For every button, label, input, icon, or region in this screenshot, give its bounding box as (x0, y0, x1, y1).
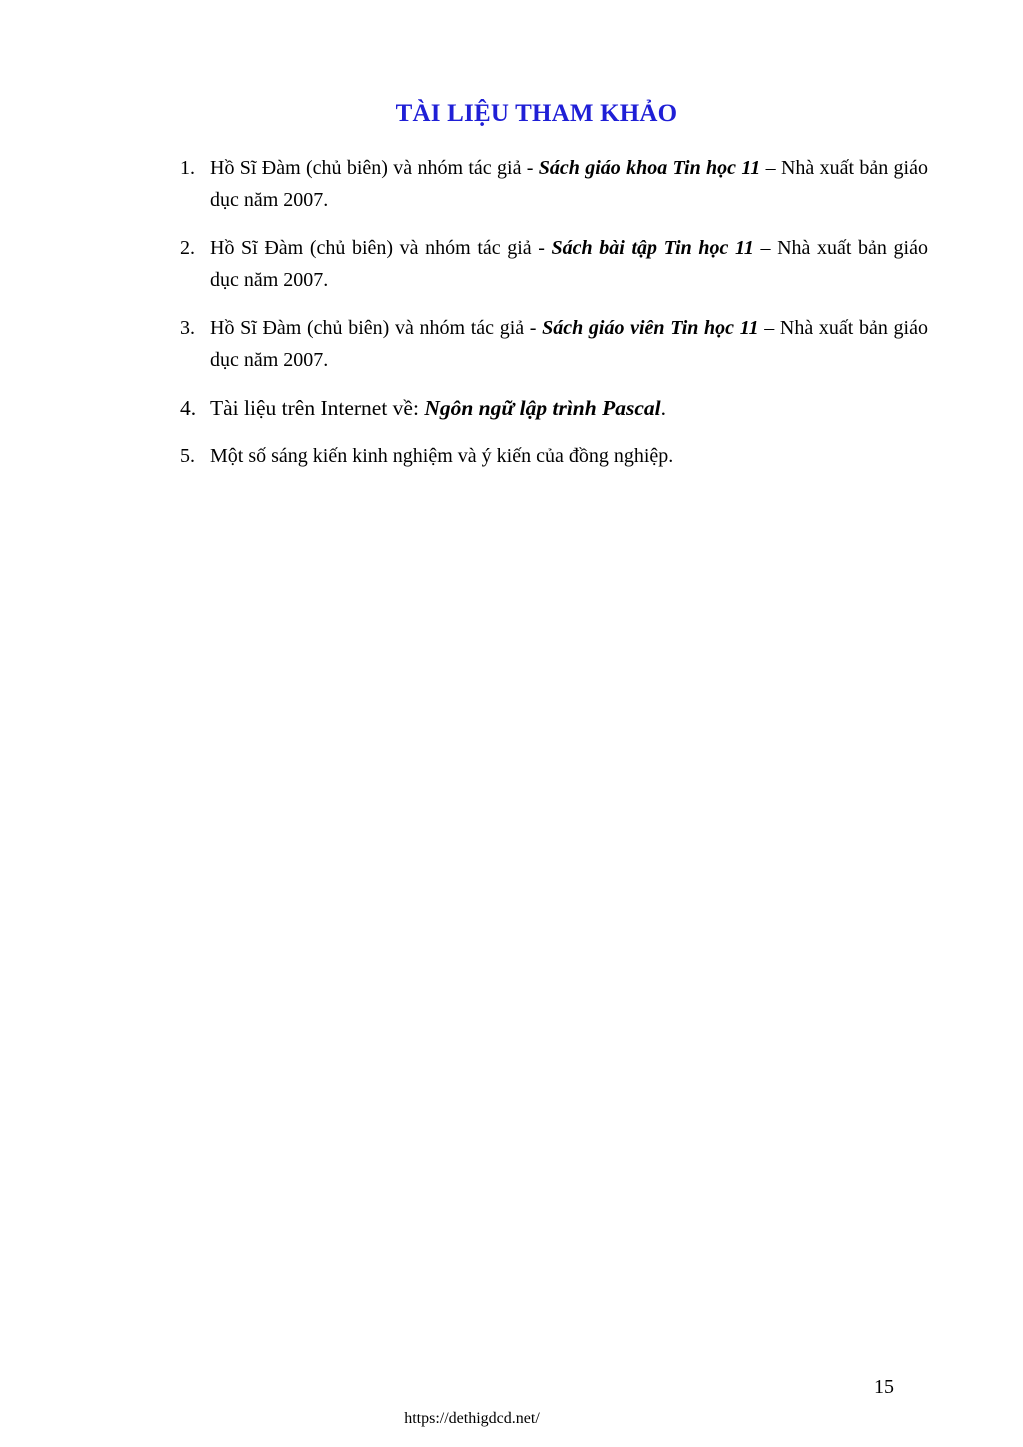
reference-number: 2. (180, 237, 195, 259)
reference-title: Ngôn ngữ lập trình Pascal (424, 396, 661, 420)
page-title: TÀI LIỆU THAM KHẢO (395, 100, 678, 127)
reference-publisher: – Nhà xuất bản giáo dục năm 2007. (210, 317, 928, 371)
reference-authors: Hồ Sĩ Đàm (chủ biên) và nhóm tác giả - (210, 237, 552, 259)
reference-number: 5. (180, 445, 195, 467)
reference-title: Sách bài tập Tin học 11 (551, 237, 754, 259)
footer-url: https://dethigdcd.net/ (404, 1410, 540, 1427)
reference-title: Sách giáo viên Tin học 11 (542, 317, 759, 339)
reference-item (180, 440, 928, 472)
reference-number: 1. (180, 157, 195, 179)
reference-item (180, 152, 928, 216)
reference-source: Tài liệu trên Internet về: (210, 396, 425, 420)
reference-title: Sách giáo khoa Tin học 11 (538, 157, 761, 179)
reference-publisher: – Nhà xuất bản giáo dục năm 2007. (210, 157, 928, 211)
reference-authors: Hồ Sĩ Đàm (chủ biên) và nhóm tác giả - (210, 317, 543, 339)
reference-text: Một số sáng kiến kinh nghiệm và ý kiến của đồng nghiệp. (210, 445, 674, 467)
reference-number: 4. (180, 396, 197, 420)
reference-item (180, 312, 928, 376)
page-number: 15 (874, 1376, 894, 1398)
reference-publisher: – Nhà xuất bản giáo dục năm 2007. (210, 237, 928, 291)
reference-list (180, 152, 928, 488)
reference-end: . (660, 396, 666, 420)
reference-item (180, 232, 928, 296)
reference-number: 3. (180, 317, 195, 339)
reference-item (180, 392, 928, 424)
reference-authors: Hồ Sĩ Đàm (chủ biên) và nhóm tác giả - (210, 157, 539, 179)
